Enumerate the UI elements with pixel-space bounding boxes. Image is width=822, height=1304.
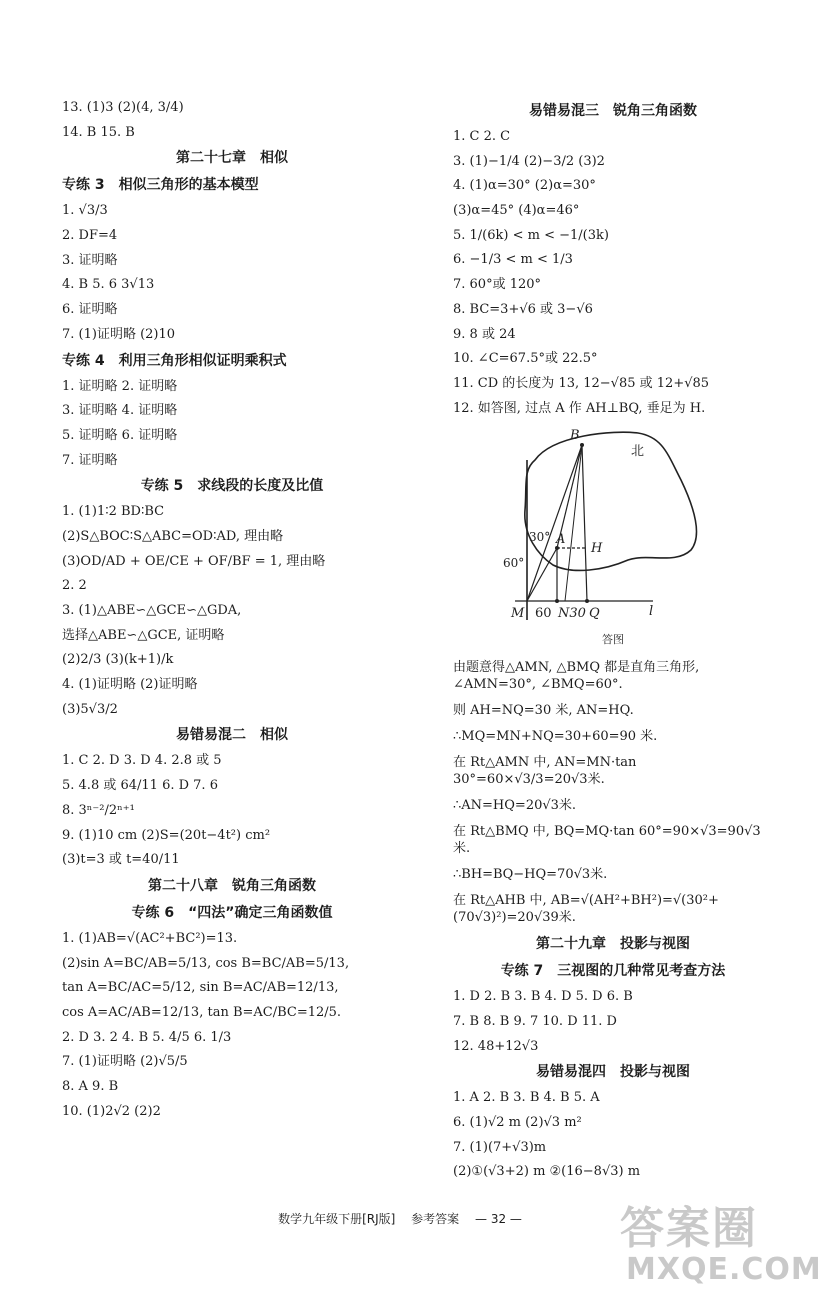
answer-line: (3)α=45° (4)α=46° <box>453 203 580 219</box>
answer-line: 6. (1)√2 m (2)√3 m² <box>453 1115 582 1130</box>
answer-line: 7. B 8. B 9. 7 10. D 11. D <box>453 1013 617 1029</box>
answer-line: 13. (1)3 (2)(4, 3/4) <box>62 100 184 115</box>
solution-line: ∴AN=HQ=20√3米. <box>453 798 577 814</box>
section-heading: 第二十八章 锐角三角函数 <box>148 877 316 894</box>
footer-book-title: 数学九年级下册[RJ版] <box>278 1212 396 1226</box>
answer-line: 3. (1)△ABE∽△GCE∽△GDA, <box>62 603 242 618</box>
answer-line: (2)2/3 (3)(k+1)/k <box>62 652 174 668</box>
answer-line: (2)①(√3+2) m ②(16−8√3) m <box>453 1164 641 1180</box>
solution-line: 在 Rt△BMQ 中, BQ=MQ·tan 60°=90×√3=90√3米. <box>453 824 761 857</box>
footer-section: 参考答案 <box>411 1212 460 1226</box>
section-heading: 第二十九章 投影与视图 <box>536 936 690 953</box>
point-B <box>580 443 584 447</box>
answer-line: 5. 4.8 或 64/11 6. D 7. 6 <box>62 778 218 794</box>
answer-line: 1. C 2. C <box>453 129 511 144</box>
answer-line: (2)S△BOC∶S△ABC=OD∶AD, 理由略 <box>62 528 284 544</box>
label-N30: N30 <box>558 606 586 622</box>
answer-line: 2. 2 <box>62 578 87 594</box>
label-angle-60: 60° <box>503 556 525 571</box>
answer-line: 1. C 2. D 3. D 4. 2.8 或 5 <box>62 753 222 769</box>
answer-line: 4. (1)α=30° (2)α=30° <box>453 178 596 194</box>
answer-line: (2)sin A=BC/AB=5/13, cos B=BC/AB=5/13, <box>62 955 350 971</box>
label-A: A <box>556 532 566 548</box>
answer-line: (3)t=3 或 t=40/11 <box>62 852 180 868</box>
answer-line: 7. 60°或 120° <box>453 277 542 293</box>
section-heading: 易错易混四 投影与视图 <box>536 1064 690 1081</box>
watermark-line-2: MXQE.COM <box>626 1252 822 1287</box>
region-outline <box>525 432 697 570</box>
label-north: 北 <box>631 444 645 460</box>
left-column <box>62 100 402 1128</box>
answer-line: 3. 证明略 4. 证明略 <box>62 403 178 419</box>
watermark-logo <box>608 1192 822 1292</box>
answer-line: 11. CD 的长度为 13, 12−√85 或 12+√85 <box>453 375 710 391</box>
solution-line: ∴BH=BQ−HQ=70√3米. <box>453 867 608 883</box>
answer-line: tan A=BC/AC=5/12, sin B=AC/AB=12/13, <box>62 980 339 996</box>
answer-line: 8. BC=3+√6 或 3−√6 <box>453 301 593 317</box>
answer-line: 6. 证明略 <box>62 302 118 318</box>
answer-line: 6. −1/3 < m < 1/3 <box>453 252 573 268</box>
answer-line: 5. 1/(6k) < m < −1/(3k) <box>453 227 609 243</box>
label-dist-60: 60 <box>535 606 552 622</box>
answer-line: 12. 48+12√3 <box>453 1038 539 1054</box>
label-M: M <box>511 606 525 622</box>
right-column <box>453 100 773 1189</box>
answer-line: 9. 8 或 24 <box>453 326 516 342</box>
answer-line: 1. A 2. B 3. B 4. B 5. A <box>453 1090 600 1106</box>
section-heading: 专练 3 相似三角形的基本模型 <box>62 177 259 194</box>
answer-line: 2. DF=4 <box>62 228 118 244</box>
answer-figure <box>453 425 773 625</box>
answer-line: 10. (1)2√2 (2)2 <box>62 1103 161 1119</box>
figure-caption: 答图 <box>602 633 624 647</box>
answer-line: (3)OD/AD + OE/CE + OF/BF = 1, 理由略 <box>62 553 326 569</box>
answer-line: 10. ∠C=67.5°或 22.5° <box>453 351 598 367</box>
answer-line: 12. 如答图, 过点 A 作 AH⊥BQ, 垂足为 H. <box>453 400 706 416</box>
answer-line: 7. (1)证明略 (2)10 <box>62 326 176 342</box>
section-heading: 专练 4 利用三角形相似证明乘积式 <box>62 352 287 369</box>
answer-line: 选择△ABE∽△GCE, 证明略 <box>62 627 225 643</box>
answer-line: 5. 证明略 6. 证明略 <box>62 427 178 443</box>
answer-line: 9. (1)10 cm (2)S=(20t−4t²) cm² <box>62 827 271 843</box>
answer-line: 14. B 15. B <box>62 124 135 140</box>
answer-line: 3. (1)−1/4 (2)−3/2 (3)2 <box>453 153 605 169</box>
point-N <box>555 599 559 603</box>
label-B: B <box>570 428 580 444</box>
section-heading: 第二十七章 相似 <box>176 150 288 167</box>
solution-line: ∴MQ=MN+NQ=30+60=90 米. <box>453 729 658 745</box>
answer-line: 7. 证明略 <box>62 452 118 468</box>
geometry-figure <box>453 425 773 625</box>
point-Q <box>585 599 589 603</box>
answer-line: 1. D 2. B 3. B 4. D 5. D 6. B <box>453 989 633 1005</box>
solution-line: 由题意得△AMN, △BMQ 都是直角三角形, ∠AMN=30°, ∠BMQ=60°. <box>453 660 700 693</box>
watermark-line-1: 答案圈 <box>620 1203 758 1254</box>
label-l: l <box>649 604 654 620</box>
answer-line: 2. D 3. 2 4. B 5. 4/5 6. 1/3 <box>62 1029 232 1045</box>
section-heading: 易错易混二 相似 <box>176 727 288 744</box>
footer-page-number: — 32 — <box>475 1212 522 1226</box>
answer-line: 1. 证明略 2. 证明略 <box>62 378 178 394</box>
solution-line: 在 Rt△AMN 中, AN=MN·tan 30°=60×√3/3=20√3米. <box>453 755 637 788</box>
line-BQ <box>582 445 587 601</box>
answer-line: 1. √3/3 <box>62 203 108 219</box>
section-heading: 专练 6 “四法”确定三角函数值 <box>131 904 333 921</box>
section-heading: 专练 7 三视图的几种常见考查方法 <box>500 963 726 980</box>
solution-line: 则 AH=NQ=30 米, AN=HQ. <box>453 703 634 719</box>
answer-line: 8. 3ⁿ⁻²/2ⁿ⁺¹ <box>62 802 135 818</box>
label-angle-30: 30° <box>529 530 551 545</box>
answer-line: 4. B 5. 6 3√13 <box>62 277 155 293</box>
solution-line: 在 Rt△AHB 中, AB=√(AH²+BH²)=√(30²+(70√3)²)=20√39米. <box>453 893 719 926</box>
answer-line: 3. 证明略 <box>62 252 118 268</box>
answer-line: (3)5√3/2 <box>62 701 118 717</box>
answer-line: 4. (1)证明略 (2)证明略 <box>62 677 198 693</box>
answer-line: 7. (1)(7+√3)m <box>453 1139 547 1155</box>
answer-line: 1. (1)AB=√(AC²+BC²)=13. <box>62 930 238 946</box>
answer-line: 7. (1)证明略 (2)√5/5 <box>62 1054 188 1070</box>
label-H: H <box>591 541 603 557</box>
answer-line: cos A=AC/AB=12/13, tan B=AC/BC=12/5. <box>62 1004 342 1020</box>
answer-line: 8. A 9. B <box>62 1079 119 1094</box>
answer-line: 1. (1)1∶2 BD∶BC <box>62 504 165 520</box>
section-heading: 专练 5 求线段的长度及比值 <box>140 478 324 495</box>
section-heading: 易错易混三 锐角三角函数 <box>529 103 697 119</box>
label-Q: Q <box>589 606 600 622</box>
